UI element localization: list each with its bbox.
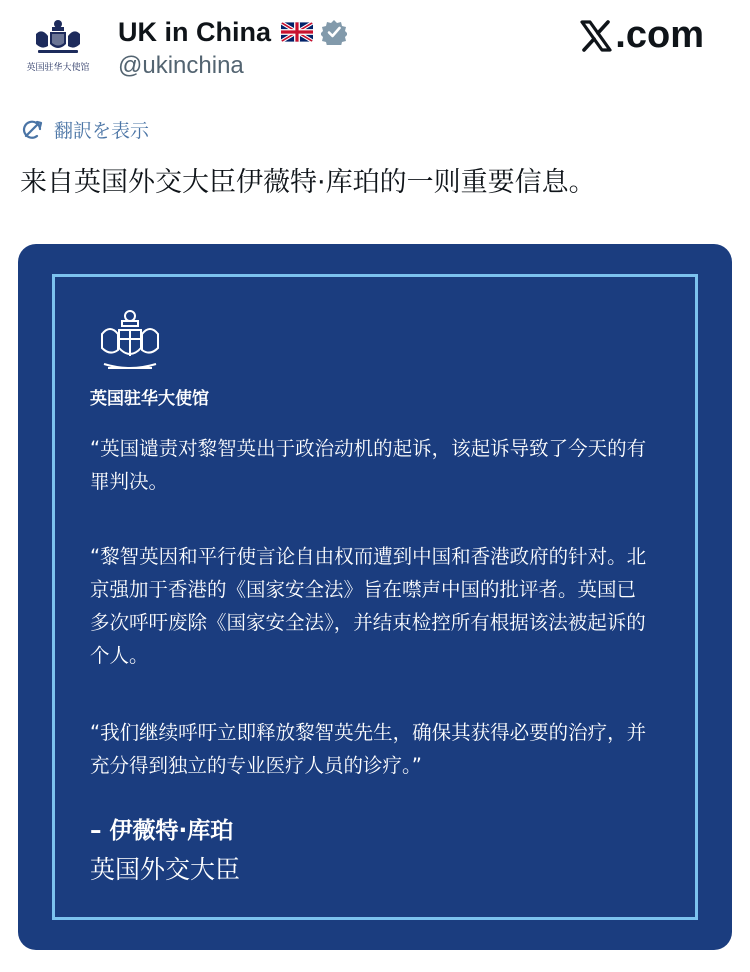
x-logo[interactable] — [579, 14, 704, 57]
royal-crest-icon — [90, 308, 170, 378]
statement-image-card[interactable] — [18, 244, 732, 950]
embassy-label: 英国驻华大使馆 — [90, 389, 209, 409]
translate-icon — [20, 118, 44, 142]
translate-button[interactable] — [20, 116, 149, 143]
x-site-suffix: .com — [615, 14, 704, 56]
x-logo-icon — [579, 19, 613, 53]
statement-paragraph-2: “黎智英因和平行使言论自由权而遭到中国和香港政府的针对。北京强加于香港的《国家安全法》旨在噤声中国的批评者。英国已多次呼吁废除《国家安全法》，并结束检控所有根据该法被起诉的个人。 — [90, 545, 647, 667]
signature-title: 英国外交大臣 — [90, 855, 241, 884]
display-name[interactable]: UK in China — [118, 16, 271, 47]
signature-name: – 伊薇特·库珀 — [90, 818, 234, 844]
tweet-header — [0, 0, 750, 100]
royal-crest-icon — [22, 18, 94, 58]
name-row — [118, 14, 347, 50]
uk-flag-icon — [281, 22, 313, 42]
account-handle[interactable]: @ukinchina — [118, 52, 244, 79]
tweet-text: 来自英国外交大臣伊薇特·库珀的一则重要信息。 — [20, 167, 596, 198]
avatar[interactable] — [22, 18, 94, 78]
translate-label: 翻訳を表示 — [54, 120, 150, 142]
statement-paragraph-3: “我们继续呼吁立即释放黎智英先生，确保其获得必要的治疗，并充分得到独立的专业医疗人员的诊疗。” — [90, 721, 647, 777]
verified-badge-icon — [321, 19, 347, 45]
avatar-caption: 英国驻华大使馆 — [26, 63, 90, 73]
statement-paragraph-1: “英国谴责对黎智英出于政治动机的起诉，该起诉导致了今天的有罪判决。 — [90, 437, 647, 493]
